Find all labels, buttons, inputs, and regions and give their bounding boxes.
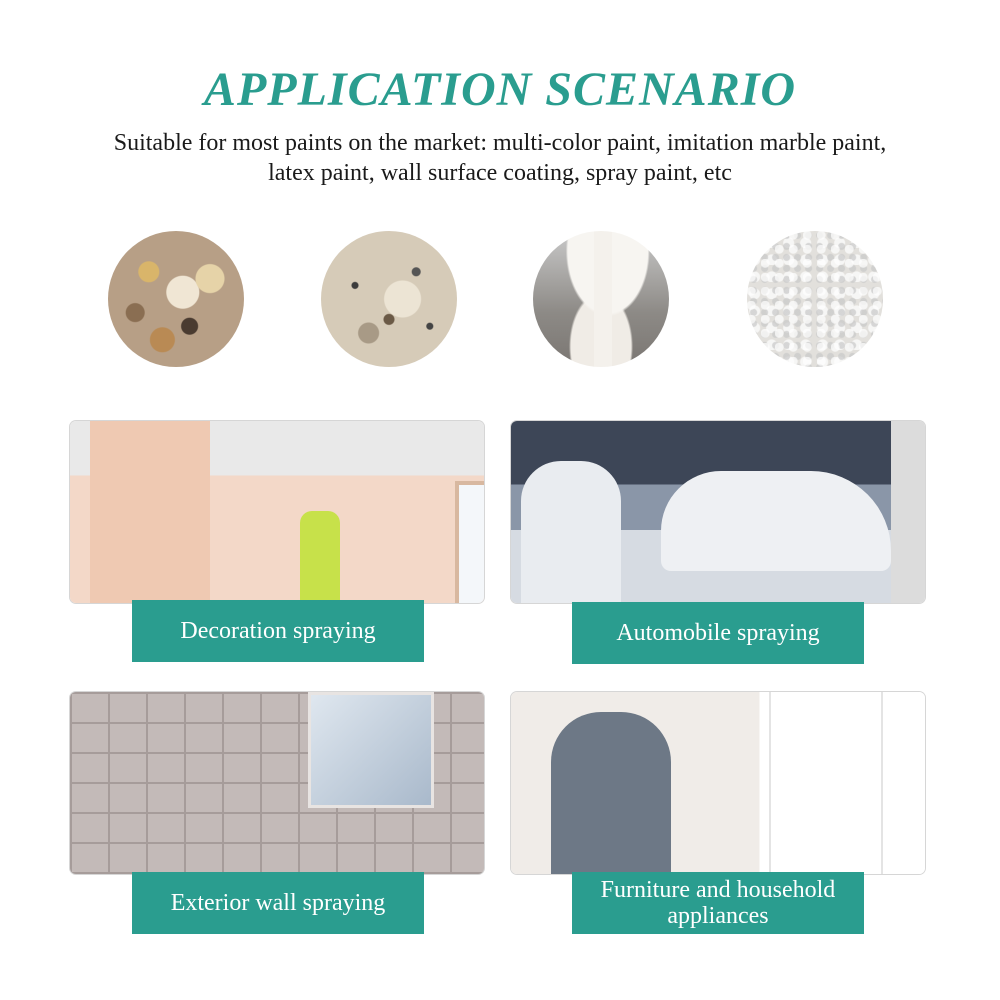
furniture-label-line-2: appliances	[667, 903, 769, 929]
furniture-appliances-label	[572, 872, 864, 934]
subtitle-line-1: Suitable for most paints on the market: multi-color paint, imitation marble paint,	[113, 130, 887, 156]
automobile-spraying-label: Automobile spraying	[572, 602, 864, 664]
subtitle-line-2: latex paint, wall surface coating, spray paint, etc	[268, 160, 732, 186]
automobile-spraying-photo	[511, 421, 925, 603]
decoration-spraying-photo	[70, 421, 484, 603]
decoration-spraying-label: Decoration spraying	[132, 600, 424, 662]
wall-coating-swatch	[747, 231, 883, 367]
furniture-spraying-photo	[511, 692, 925, 874]
latex-paint-swatch	[533, 231, 669, 367]
exterior-wall-spraying-photo	[70, 692, 484, 874]
imitation-marble-paint-swatch	[321, 231, 457, 367]
page-title: APPLICATION SCENARIO	[203, 63, 797, 116]
exterior-wall-spraying-label: Exterior wall spraying	[132, 872, 424, 934]
furniture-label-line-1: Furniture and household	[600, 877, 836, 903]
multi-color-paint-swatch	[108, 231, 244, 367]
subtitle	[60, 128, 940, 188]
